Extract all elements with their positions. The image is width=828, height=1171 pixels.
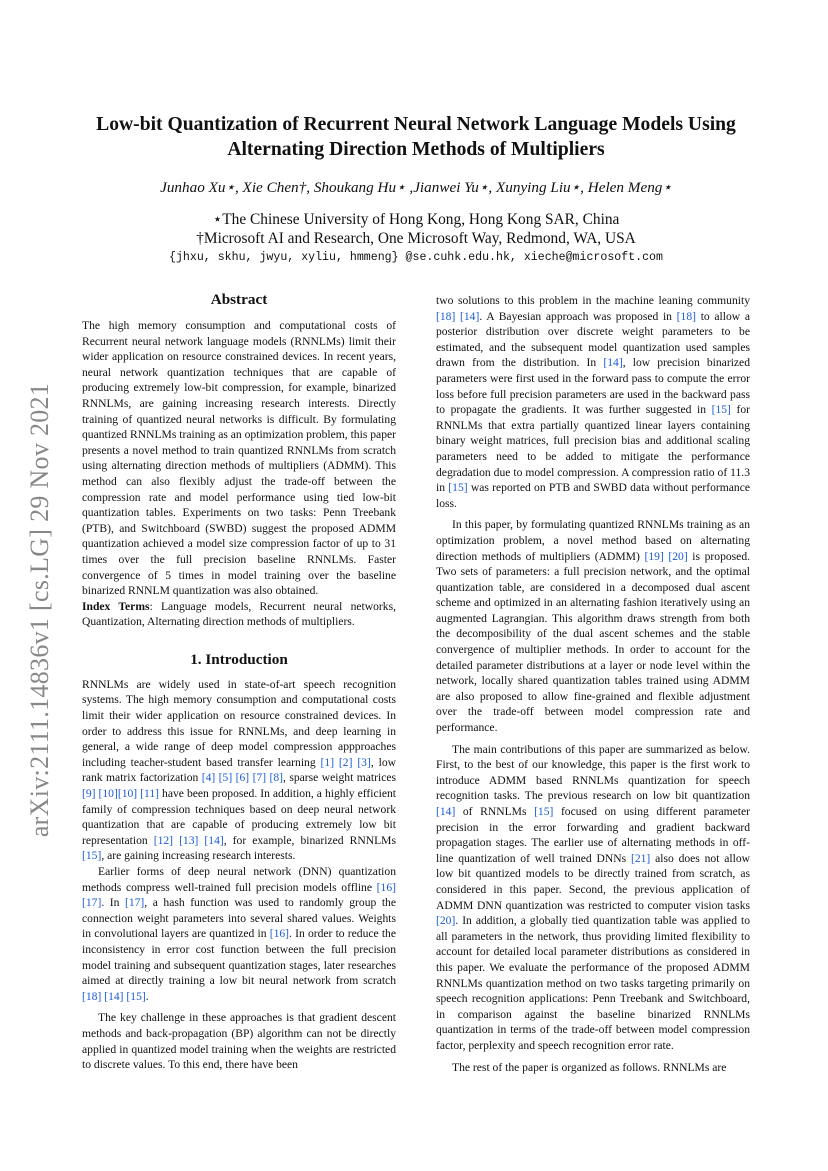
intro-p1-text-d: have been proposed. In addition, a highly efficient family of compression techniques based on deep neural network quantization that are capable of producing extremely low bit representation [82, 787, 396, 847]
intro-paragraph-2 [82, 864, 396, 1004]
right-paragraph-1 [436, 293, 750, 511]
abstract-text: The high memory consumption and computational costs of Recurrent neural network language models (RNNLMs) limit their wider application on resource constrained devices. In recent years, neural network quantization techniques that are capable of producing extremely low-bit compression, for example, binarized RNNLMs, are gaining increasing research interests. Directly training of quantized neural networks is difficult. By formulating quantized RNNLMs training as an optimization problem, this paper presents a novel method to train quantized RNNLMs from scratch using alternating direction methods of multipliers (ADMM). This method can also flexibly adjust the trade-off between the compression rate and model performance using tied low-bit quantization tables. Experiments on two tasks: Penn Treebank (PTB), and Switchboard (SWBD) suggest the proposed ADMM quantization achieved a model size compression factor of up to 31 times over the full precision baseline RNNLMs. Faster convergence of 5 times in model training over the baseline binarized RNNLM quantization was also obtained. [82, 319, 396, 598]
citation-link[interactable]: [18] [676, 309, 696, 323]
citation-link[interactable]: [15] [711, 403, 731, 417]
intro-paragraph-3: The key challenge in these approaches is that gradient descent methods and back-propagation (BP) algorithm can not be directly applied in quantized model training when the weights are restricted to discrete values. To this end, there have been [82, 1011, 396, 1072]
citation-link[interactable]: [18] [14] [436, 309, 480, 323]
citation-link[interactable]: [15] [448, 481, 468, 495]
right-paragraph-4: The rest of the paper is organized as follows. RNNLMs are [452, 1060, 727, 1074]
intro-p2-text-b: . In [101, 896, 125, 910]
citation-link[interactable]: [15] [82, 849, 102, 863]
intro-p2-text-d: . In order to reduce the inconsistency in error cost function between the full precision model training and subsequent quantization stages, later researches aimed at directly training a low bit neural network from scratch [82, 927, 396, 988]
citation-link[interactable]: [18] [14] [15] [82, 989, 146, 1003]
intro-p1-text-e: , for example, binarized RNNLMs [223, 833, 396, 847]
citation-link[interactable]: [17] [124, 896, 145, 910]
right-p1-text-a: two solutions to this problem in the machine leaning community [436, 294, 750, 307]
arxiv-identifier: arXiv:2111.14836v1 [cs.LG] 29 Nov 2021 [25, 382, 54, 838]
citation-link[interactable]: [15] [534, 805, 554, 818]
affiliation-microsoft: †Microsoft AI and Research, One Microsoft Way, Redmond, WA, USA [196, 230, 636, 247]
paper-title [60, 112, 772, 162]
right-paragraph-3 [436, 742, 750, 1054]
right-p1-text-f: was reported on PTB and SWBD data without performance loss. [436, 481, 750, 510]
right-p3-text-b: of RNNLMs [455, 805, 535, 818]
abstract-heading: Abstract [210, 291, 268, 308]
intro-p1-text-a: RNNLMs are widely used in state-of-art speech recognition systems. The high memory consumption and computational costs limit their wider application on resource constrained devices. In order to address this issue for RNNLMs, and deep learning in general, a wide range of deep model compression appproaches including teacher-student based transfer learning [82, 677, 396, 769]
citation-link[interactable]: [21] [630, 851, 651, 865]
citation-link[interactable]: [1] [2] [3] [320, 755, 371, 769]
right-p2-text-a: In this paper, by formulating quantized RNNLMs training as an optimization problem, a novel method based on alternating direction methods of multipliers (ADMM) [436, 518, 750, 563]
abstract-body [82, 318, 396, 599]
citation-link[interactable]: [16] [17] [82, 880, 396, 910]
right-p3-text-e: . In addition, a globally tied quantization table was applied to all parameters in the network, thus providing limited flexibility to account for detailed local parameter distributions as considered in this paper. We evaluate the performance of the proposed ADMM RNNLMs quantization method on two tasks targeting primarily on speech recognition applications: Penn Treebank and Switchboard, in comparison against the baseline binarized RNNLMs quantization in terms of the trade-off between model compression factor, perplexity and speech recognition error rate. [436, 914, 750, 1052]
intro-p1-text-c: , sparse weight matrices [283, 771, 397, 785]
arxiv-sidebar [20, 350, 60, 870]
intro-p1-text-b: , low rank matrix factorization [82, 755, 397, 785]
intro-paragraph-1 [82, 677, 396, 864]
citation-link[interactable]: [20] [436, 914, 456, 928]
intro-p2-text-a: Earlier forms of deep neural network (DNN) quantization methods compress well-trained full precision models offline [82, 865, 396, 894]
citation-link[interactable]: [4] [5] [6] [7] [8] [201, 771, 284, 785]
email-addresses: {jhxu, skhu, jwyu, xyliu, hmmeng} @se.cuhk.edu.hk, xieche@microsoft.com [169, 251, 663, 264]
citation-link[interactable]: [16] [269, 927, 290, 941]
affiliation-cuhk: ⋆The Chinese University of Hong Kong, Hong Kong SAR, China [212, 211, 620, 228]
title-line-2: Alternating Direction Methods of Multipliers [227, 139, 605, 160]
index-terms-label: Index Terms [82, 599, 150, 613]
citation-link[interactable]: [12] [13] [14] [153, 833, 224, 847]
right-p3-text-c: focused on using different parameter precision in the error forwarding and gradient backward propagation stages. The earlier use of alternating methods in off-line quantization of well trained DNNs [436, 805, 751, 865]
intro-p2-text-e: . [145, 989, 149, 1003]
author-list: Junhao Xu⋆, Xie Chen†, Shoukang Hu⋆ ,Jianwei Yu⋆, Xunying Liu⋆, Helen Meng⋆ [160, 179, 672, 196]
right-p3-text-a: The main contributions of this paper are summarized as below. First, to the best of our knowledge, this paper is the first work to introduce ADMM based RNNLMs quantization for speech recognition tasks. The previous research on low bit quantization [436, 742, 750, 803]
left-column [82, 318, 396, 1073]
citation-link[interactable]: [14] [436, 805, 456, 818]
title-line-1: Low-bit Quantization of Recurrent Neural Network Language Models Using [96, 114, 736, 135]
intro-p2-text-c: , a hash function was used to randomly group the connection weight parameters into several shared values. Weights in convolutional layers are quantized in [82, 896, 397, 941]
right-p2-text-b: is proposed. Two sets of parameters: a full precision network, and the optimal quantization table, are considered in a decomposed dual ascent scheme and optimized in an alternating fashion iteratively using an augmented Lagrangian. This algorithm draws strength from both the decomposibility of the dual ascent schemes and the stable convergence of multiplier methods. In order to account for the detailed parameter distributions at a layer or node level within the network, locally shared quantization tables trained using ADMM are also proposed to allow fine-grained and flexible adjustment over the trade-off between model compression rate and performance. [436, 549, 751, 735]
right-paragraph-2 [436, 517, 750, 735]
right-p1-text-e: for RNNLMs that extra partially quantized linear layers containing binary weight matrices, full precision bias and additional scaling parameters need to be added to mitigate the performance degradation due to model compression. A compression ratio of 11.3 in [436, 403, 750, 495]
index-terms-text: : Language models, Recurrent neural networks, Quantization, Alternating direction methods of multipliers. [82, 599, 396, 629]
right-p1-text-b: . A Bayesian approach was proposed in [479, 309, 677, 323]
citation-link[interactable]: [9] [10][10] [11] [82, 787, 160, 801]
citation-link[interactable]: [14] [603, 356, 623, 370]
citation-link[interactable]: [19] [20] [644, 549, 688, 563]
intro-p1-text-f: , are gaining increasing research interests. [101, 849, 296, 863]
index-terms [82, 599, 396, 630]
right-p1-text-c: to allow a posterior distribution over discrete weight parameters to be estimated, and the subsequent model quantization used samples drawn from the distribution. In [436, 309, 750, 370]
right-p1-text-d: , low precision binarized parameters were first used in the forward pass to compute the error loss before full precision parameters are used in the backward pass to propagate the gradients. It was further suggested in [436, 356, 750, 417]
introduction-heading: 1. Introduction [190, 650, 288, 668]
right-column [436, 293, 750, 1075]
right-p3-text-d: also does not allow low bit quantized models to be directly trained from scratch, as considered in this paper. Second, the previous application of ADMM DNN quantization was restricted to computer vision tasks [436, 851, 750, 912]
